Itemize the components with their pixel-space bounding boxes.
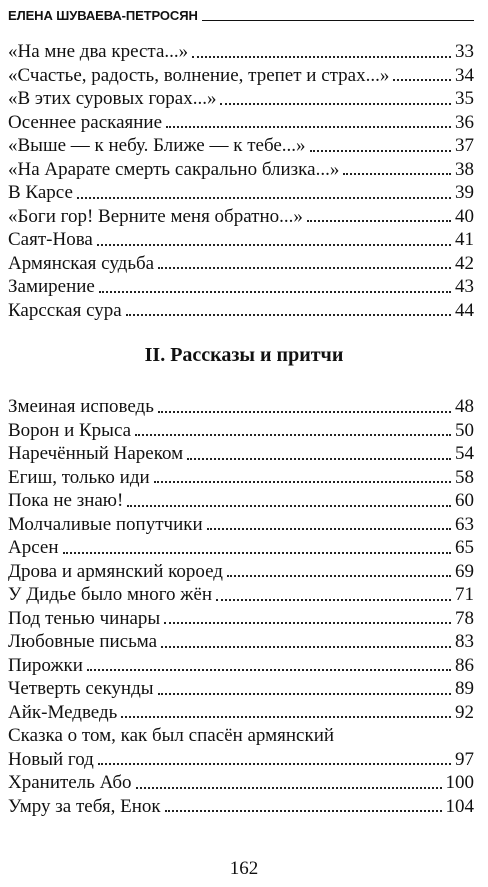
- dot-leader: [216, 599, 451, 601]
- toc-entry-title: «Выше — к небу. Ближе — к тебе...»: [8, 135, 306, 156]
- toc-entry: [8, 181, 474, 205]
- toc-entry-line2: [8, 748, 474, 772]
- dot-leader: [77, 197, 451, 199]
- toc-entry-page: 44: [455, 299, 474, 321]
- dot-leader: [98, 763, 451, 765]
- toc-entry: [8, 419, 474, 443]
- toc-entry: [8, 560, 474, 584]
- toc-entry: [8, 701, 474, 725]
- toc-entry-title: «Счастье, радость, волнение, трепет и страх...»: [8, 64, 390, 86]
- dot-leader: [158, 411, 451, 413]
- toc-entry: [8, 654, 474, 678]
- toc-entry-title-line2: Новый год: [8, 748, 94, 770]
- dot-leader: [135, 434, 451, 436]
- dot-leader: [187, 458, 451, 460]
- dot-leader: [154, 481, 451, 483]
- toc-entry-page: 38: [455, 158, 474, 180]
- toc-entry: [8, 111, 474, 135]
- toc-entry-title: Молчаливые попутчики: [8, 513, 203, 535]
- dot-leader: [164, 622, 451, 624]
- toc-entry-page: 97: [455, 748, 474, 770]
- toc-entry: [8, 87, 474, 111]
- dot-leader: [126, 314, 451, 316]
- dot-leader: [343, 173, 451, 175]
- dot-leader: [307, 220, 451, 222]
- toc-entry-page: 71: [455, 584, 474, 605]
- dot-leader: [87, 669, 451, 671]
- toc-entry: [8, 299, 474, 323]
- toc-entry-page: 35: [455, 88, 474, 109]
- toc-entry-page: 89: [455, 678, 474, 699]
- toc-entry-title: Четверть секунды: [8, 678, 154, 699]
- toc-entry: [8, 795, 474, 819]
- dot-leader: [393, 79, 451, 81]
- toc-entry-page: 58: [455, 466, 474, 488]
- toc-entry-title: Под тенью чинары: [8, 607, 161, 629]
- dot-leader: [136, 787, 442, 789]
- toc-entry-title: Дрова и армянский короед: [8, 560, 223, 582]
- toc-entry-page: 42: [455, 252, 474, 274]
- dot-leader: [97, 244, 451, 246]
- toc-entry-title: Пока не знаю!: [8, 490, 124, 511]
- toc-entry-title: Любовные письма: [8, 631, 158, 652]
- toc-entry-page: 92: [455, 701, 474, 723]
- toc-entry-title: «Боги гор! Верните меня обратно...»: [8, 205, 303, 227]
- toc-entry: [8, 228, 474, 252]
- dot-leader: [63, 552, 452, 554]
- toc-entry: [8, 134, 474, 158]
- toc-entry-title: Егиш, только иди: [8, 466, 150, 488]
- dot-leader: [220, 103, 451, 105]
- toc-entry: [8, 466, 474, 490]
- toc-entry: [8, 442, 474, 466]
- toc-entry-page: 104: [445, 795, 474, 817]
- toc-entry: [8, 395, 474, 419]
- toc-entry-title: «В этих суровых горах...»: [8, 88, 217, 109]
- toc-entry-page: 65: [455, 537, 474, 558]
- toc-entry-multiline: [8, 724, 474, 771]
- toc-part-1: [8, 40, 474, 322]
- toc-entry-title-line1: Сказка о том, как был спасён армянский: [8, 725, 335, 746]
- dot-leader: [165, 810, 442, 812]
- toc-entry-page: 36: [455, 111, 474, 133]
- toc-entry-page: 37: [455, 135, 474, 156]
- toc-entry-title: «На мне два креста...»: [8, 41, 189, 62]
- toc-entry: [8, 64, 474, 88]
- toc-entry-page: 33: [455, 41, 474, 62]
- toc-entry-page: 83: [455, 631, 474, 652]
- dot-leader: [127, 505, 451, 507]
- toc-entry: [8, 252, 474, 276]
- toc-entry-page: 34: [455, 64, 474, 86]
- toc-entry-title: Умру за тебя, Енок: [8, 795, 161, 817]
- toc-entry-title: Айк-Медведь: [8, 701, 118, 723]
- toc-entry: [8, 205, 474, 229]
- toc-entry-page: 100: [445, 772, 474, 793]
- toc-entry-page: 43: [455, 276, 474, 297]
- toc-entry-page: 41: [455, 229, 474, 250]
- dot-leader: [158, 693, 451, 695]
- toc-entry-title: Ворон и Крыса: [8, 419, 132, 441]
- dot-leader: [207, 528, 451, 530]
- toc-entry: [8, 630, 474, 654]
- toc-entry-title: У Дидье было много жён: [8, 584, 212, 605]
- toc-entry: [8, 607, 474, 631]
- running-header: [8, 4, 474, 24]
- toc-entry-page: 48: [455, 396, 474, 417]
- toc-entry-title: Пирожки: [8, 654, 83, 676]
- toc-entry: [8, 513, 474, 537]
- dot-leader: [99, 291, 451, 293]
- dot-leader: [192, 56, 451, 58]
- toc-entry-page: 78: [455, 607, 474, 629]
- toc-entry-title: Карсская сура: [8, 299, 122, 321]
- toc-entry-title: Хранитель Або: [8, 772, 132, 793]
- toc-entry-title: Наречённый Нареком: [8, 443, 184, 464]
- toc-entry-page: 50: [455, 419, 474, 441]
- toc-entry-page: 69: [455, 560, 474, 582]
- toc-entry-title: Армянская судьба: [8, 252, 155, 274]
- toc-entry-title: Замирение: [8, 276, 95, 297]
- toc-entry-page: 86: [455, 654, 474, 676]
- toc-entry: [8, 158, 474, 182]
- toc-entry: [8, 677, 474, 701]
- toc-entry: [8, 583, 474, 607]
- dot-leader: [161, 646, 451, 648]
- toc-entry-page: 54: [455, 443, 474, 464]
- dot-leader: [166, 126, 451, 128]
- toc-entry-page: 39: [455, 182, 474, 203]
- toc-entry-page: 40: [455, 205, 474, 227]
- toc-entry-title: В Карсе: [8, 182, 73, 203]
- toc-entry: [8, 40, 474, 64]
- author-name: ЕЛЕНА ШУВАЕВА-ПЕТРОСЯН: [8, 8, 198, 23]
- toc-entry-page: 60: [455, 490, 474, 511]
- dot-leader: [158, 267, 451, 269]
- toc-entry: [8, 536, 474, 560]
- header-rule: [202, 20, 474, 21]
- toc-entry: [8, 275, 474, 299]
- toc-entry-title: Змеиная исповедь: [8, 396, 154, 417]
- toc-entry-title: Арсен: [8, 537, 59, 558]
- page-number: 162: [229, 858, 259, 879]
- toc-entry-page: 63: [455, 513, 474, 535]
- dot-leader: [227, 575, 451, 577]
- toc-entry: [8, 771, 474, 795]
- section-heading: II. Рассказы и притчи: [144, 344, 344, 366]
- toc-entry-title: «На Арарате смерть сакрально близка...»: [8, 158, 340, 180]
- toc-entry-title: Осеннее раскаяние: [8, 111, 163, 133]
- toc-entry-title: Саят-Нова: [8, 229, 93, 250]
- toc-part-2: [8, 395, 474, 818]
- toc-entry: [8, 489, 474, 513]
- dot-leader: [121, 716, 451, 718]
- dot-leader: [310, 150, 451, 152]
